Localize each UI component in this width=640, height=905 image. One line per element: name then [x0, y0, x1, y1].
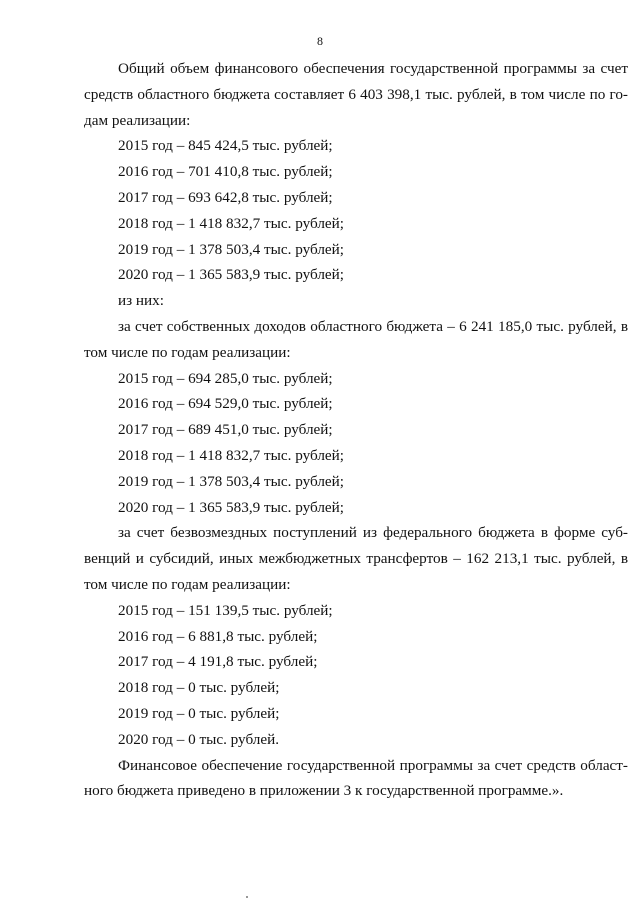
paragraph-line: том числе по годам реализации:: [84, 575, 291, 593]
own-income-paragraph: [84, 314, 628, 366]
paragraph-line: средств областного бюджета составляет 6 403 398,1 тыс. рублей, в том числе по го-: [84, 85, 628, 103]
year-item: 2015 год – 845 424,5 тыс. рублей;: [118, 137, 333, 155]
year-item: 2016 год – 6 881,8 тыс. рублей;: [118, 627, 318, 645]
paragraph-line: за счет собственных доходов областного бюджета – 6 241 185,0 тыс. рублей, в: [118, 317, 628, 335]
paragraph-line: за счет безвозмездных поступлений из федерального бюджета в форме суб-: [118, 524, 628, 542]
year-item: 2017 год – 693 642,8 тыс. рублей;: [118, 188, 333, 206]
year-item: 2020 год – 1 365 583,9 тыс. рублей;: [118, 266, 345, 284]
year-item: 2020 год – 1 365 583,9 тыс. рублей;: [118, 498, 345, 516]
year-item: 2020 год – 0 тыс. рублей.: [118, 730, 280, 748]
paragraph-line: ного бюджета приведено в приложении 3 к государственной программе.».: [84, 782, 564, 800]
scan-speck: [246, 896, 248, 898]
year-item: 2016 год – 701 410,8 тыс. рублей;: [118, 163, 333, 181]
paragraph-line: венций и субсидий, иных межбюджетных трансфертов – 162 213,1 тыс. рублей, в: [84, 550, 628, 568]
year-item: 2016 год – 694 529,0 тыс. рублей;: [118, 395, 333, 413]
year-item: 2019 год – 1 378 503,4 тыс. рублей;: [118, 240, 345, 258]
year-item: 2018 год – 1 418 832,7 тыс. рублей;: [118, 446, 345, 464]
total-financing-paragraph: [84, 56, 628, 133]
year-item: 2019 год – 0 тыс. рублей;: [118, 704, 280, 722]
year-item: 2018 год – 0 тыс. рублей;: [118, 679, 280, 697]
paragraph-line: Общий объем финансового обеспечения государственной программы за счет: [118, 60, 628, 77]
year-item: 2018 год – 1 418 832,7 тыс. рублей;: [118, 214, 345, 232]
federal-years-list: [84, 598, 628, 753]
paragraph-line: Финансовое обеспечение государственной программы за счет средств област-: [118, 756, 628, 774]
year-item: 2019 год – 1 378 503,4 тыс. рублей;: [118, 472, 345, 490]
year-item: 2015 год – 151 139,5 тыс. рублей;: [118, 601, 333, 619]
page-number: 8: [317, 34, 323, 48]
own-income-years-list: [84, 366, 628, 521]
year-item: 2017 год – 4 191,8 тыс. рублей;: [118, 653, 318, 671]
paragraph-line: дам реализации:: [84, 111, 191, 129]
of-them-label: из них:: [118, 292, 164, 310]
paragraph-line: том числе по годам реализации:: [84, 343, 291, 361]
document-body: [84, 56, 628, 804]
year-item: 2015 год – 694 285,0 тыс. рублей;: [118, 369, 333, 387]
year-item: 2017 год – 689 451,0 тыс. рублей;: [118, 421, 333, 439]
total-years-list: [84, 133, 628, 288]
federal-paragraph: [84, 520, 628, 597]
closing-paragraph: [84, 753, 628, 805]
